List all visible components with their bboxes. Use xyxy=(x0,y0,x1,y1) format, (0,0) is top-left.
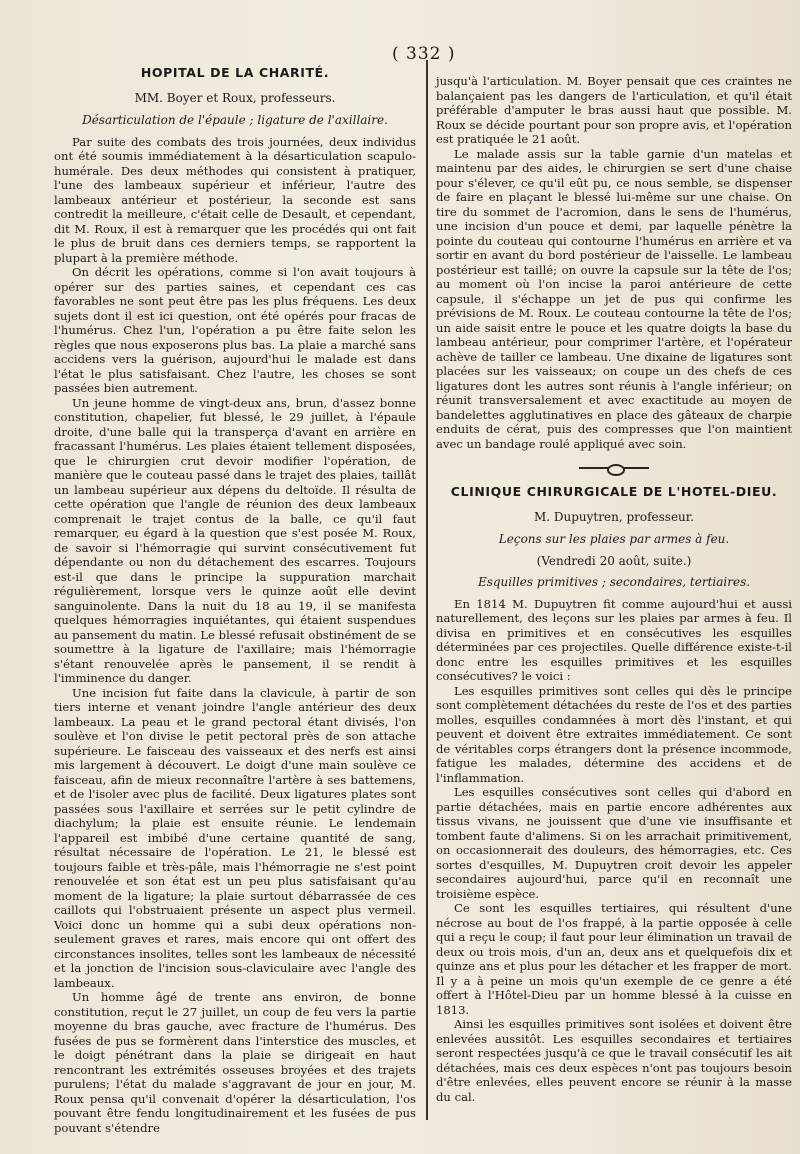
article-subtitle-2: Esquilles primitives ; secondaires, tertiaires. xyxy=(477,575,751,589)
paragraph: Ce sont les esquilles tertiaires, qui résultent d'une nécrose au bout de l'os frappé, à la partie opposée à celle qui a reçu le coup; il faut pour leur élimination un travail de deux ou trois mois, d'un an, deux ans et quelquefois dix et quinze ans et plus pour les détacher et les frapper de mort. Il y a à peine un mois qu'un exemple de ce genre a été offert à l'Hôtel-Dieu par un homme blessé à la cuisse en 1813. xyxy=(436,901,792,1017)
byline: M. Dupuytren, professeur. xyxy=(533,509,695,524)
section-title: CLINIQUE CHIRURGICALE DE L'HOTEL-DIEU. xyxy=(450,484,778,499)
paragraph: Le malade assis sur la table garnie d'un matelas et maintenu par des aides, le chirurgien se sert d'une chaise pour s'élever, ce qu'il eût pu, ce nous semble, se dispenser de faire en plaçant le blessé lui-même sur une chaise. On tire du sommet de l'acromion, dans le sens de l'humérus, une incision d'un pouce et demi, par laquelle pénètre la pointe du couteau qui contourne l'humérus en arrière et va sortir en avant du bord postérieur de l'aisselle. Le lambeau postérieur est taillé; on ouvre la capsule sur la tête de l'os; au moment où l'on incise la paroi antérieure de cette capsule, il s'échappe un jet de pus qui confirme les prévisions de M. Roux. Le couteau contourne la tête de l'os; un aide saisit entre le pouce et les quatre doigts la base du lambeau antérieur, pour comprimer l'artère, et l'opérateur achève de tailler ce lambeau. Une dixaine de ligatures sont placées sur les vaisseaux; on coupe un des chefs de ces ligatures dont les autres sont réunis à l'angle inférieur; on réunit transversalement et avec exactitude au moyen de bandelettes agglutinatives en place des gâteaux de charpie enduits de cérat, puis des compresses que l'on maintient avec un bandage roulé appliqué avec soin. xyxy=(436,146,792,451)
left-column xyxy=(54,64,416,1135)
byline: MM. Boyer et Roux, professeurs. xyxy=(134,90,336,105)
right-column xyxy=(436,74,792,1134)
article-subtitle: Leçons sur les plaies par armes à feu. xyxy=(498,532,730,546)
paragraph: On décrit les opérations, comme si l'on avait toujours à opérer sur des parties saines, et cependant ces cas favorables ne sont peut être pas les plus fréquens. Les deux sujets dont il est ici question, ont été opérés pour fracas de l'humérus. Chez l'un, l'opération a pu être faite selon les règles que nous exposerons plus bas. La plaie a marché sans accidens vers la guérison, aujourd'hui le malade est dans l'état le plus satisfaisant. Chez l'autre, les choses se sont passées bien autrement. xyxy=(54,265,416,395)
column-divider xyxy=(426,60,428,1120)
paragraph: Ainsi les esquilles primitives sont isolées et doivent être enlevées aussitôt. Les esquilles secondaires et tertiaires seront respectées jusqu'à ce que le travail consécutif les ait détachées, mais ces deux espèces n'ont pas toujours besoin d'être enlevées, elles peuvent encore se réunir à la masse du cal. xyxy=(436,1017,792,1104)
paragraph: Les esquilles primitives sont celles qui dès le principe sont complètement détachées du reste de l'os et des parties molles, esquilles condamnées à mort dès l'instant, et qui peuvent et doivent être extraites immédiatement. Ce sont de véritables corps étrangers dont la présence incommode, fatigue les malades, détermine des accidens et de l'inflammation. xyxy=(436,683,792,785)
article-subtitle: Désarticulation de l'épaule ; ligature de l'axillaire. xyxy=(82,113,388,127)
paragraph: Un homme âgé de trente ans environ, de bonne constitution, reçut le 27 juillet, un coup de feu vers la partie moyenne du bras gauche, avec fracture de l'humérus. Des fusées de pus se formèrent dans l'interstice des muscles, et le doigt pénétrant dans la plaie se dirigeait en haut rencontrant les extrémités osseuses broyées et des trajets purulens; l'état du malade s'aggravant de jour en jour, M. Roux pensa qu'il convenait d'opérer la désarticulation, l'os pouvant être fendu longitudinairement et les fusées de pus pouvant s'étendre xyxy=(54,990,416,1135)
paragraph: Une incision fut faite dans la clavicule, à partir de son tiers interne et venant joindre l'angle antérieur des deux lambeaux. La peau et le grand pectoral étant divisés, l'on soulève et l'on divise le petit pectoral près de son attache supérieure. Le faisceau des vaisseaux et des nerfs est ainsi mis largement à découvert. Le doigt d'une main soulève ce faisceau, afin de mieux reconnaître l'artère à ses battemens, et de l'isoler avec plus de facilité. Deux ligatures plates sont passées sous l'axillaire et serrées sur le petit cylindre de diachylum; la plaie est ensuite réunie. Le lendemain l'appareil est imbibé d'une certaine quantité de sang, résultat nécessaire de l'opération. Le 21, le blessé est toujours faible et très-pâle, mais l'hémorragie ne s'est point renouvelée et son état est un peu plus satisfaisant qu'au moment de la ligature; la plaie surtout débarrassée de ces caillots qui l'obstruaient présente un aspect plus vermeil. Voici donc un homme qui a subi deux opérations non-seulement graves et rares, mais encore qui ont offert des circonstances insolites, telles sont les lambeaux de nécessité et la jonction de l'incision sous-claviculaire avec l'angle des lambeaux. xyxy=(54,685,416,990)
paragraph: Un jeune homme de vingt-deux ans, brun, d'assez bonne constitution, chapelier, fut blessé, le 29 juillet, à l'épaule droite, d'une balle qui la transperça d'avant en arrière en fracassant l'humérus. Les plaies étaient tellement disposées, que le chirurgien crut devoir modifier l'opération, de manière que le couteau passé dans le trajet des plaies, taillât un lambeau supérieur aux dépens du deltoïde. Il résulta de cette opération que l'angle de réunion des deux lambeaux comprenait le trajet contus de la balle, ce qu'il faut remarquer, eu égard à la question que s'est posée M. Roux, de savoir si l'hémorragie qui survint consécutivement fut dépendante ou non du détachement des escarres. Toujours est-il que dans le principe la suppuration marchait régulièrement, lorsque vers le quinze août elle devint sanguinolente. Dans la nuit du 18 au 19, il se manifesta quelques hémorragies inquiétantes, qui étaient suspendues au pansement du matin. Le blessé refusait obstinément de se soumettre à la ligature de l'axillaire; mais l'hémorragie s'étant renouvelée après le pansement, il se rendit à l'imminence du danger. xyxy=(54,395,416,685)
paragraph: jusqu'à l'articulation. M. Boyer pensait que ces craintes ne balançaient pas les dangers de l'articulation, et qu'il était préférable d'amputer le bras aussi haut que possible. M. Roux se décide pourtant pour son propre avis, et l'opération est pratiquée le 21 août. xyxy=(436,74,792,146)
section-title: HOPITAL DE LA CHARITÉ. xyxy=(140,65,330,80)
page-number: ( 332 ) xyxy=(392,44,456,64)
paragraph: Les esquilles consécutives sont celles qui d'abord en partie détachées, mais en partie encore adhérentes aux tissus vivans, ne jouissent que d'une vie insuffisante et tombent faute d'alimens. Si on les arrachait primitivement, on occasionnerait des douleurs, des hémorragies, etc. Ces sortes d'esquilles, M. Dupuytren croit devoir les appeler secondaires aujourd'hui, parce qu'il en reconnaît une troisième espèce. xyxy=(436,785,792,901)
paragraph: Par suite des combats des trois journées, deux individus ont été soumis immédiatement à la désarticulation scapulo-humérale. Des deux méthodes qui consistent à pratiquer, l'une des lambeaux supérieur et inférieur, l'autre des lambeaux antérieur et postérieur, la seconde est sans contredit la meilleure, c'était celle de Desault, et cependant, dit M. Roux, il est à remarquer que les procédés qui ont fait le plus de bruit dans ces derniers temps, se rapportent la plupart à la première méthode. xyxy=(54,134,416,265)
dateline: (Vendredi 20 août, suite.) xyxy=(536,553,692,568)
paragraph: En 1814 M. Dupuytren fit comme aujourd'hui et aussi naturellement, des leçons sur les plaies par armes à feu. Il divisa en primitives et en consécutives les esquilles déterminées par ces projectiles. Quelle différence existe-t-il donc entre les esquilles primitives et les esquilles consécutives? le voici : xyxy=(436,596,792,683)
section-separator-ornament xyxy=(579,465,649,471)
